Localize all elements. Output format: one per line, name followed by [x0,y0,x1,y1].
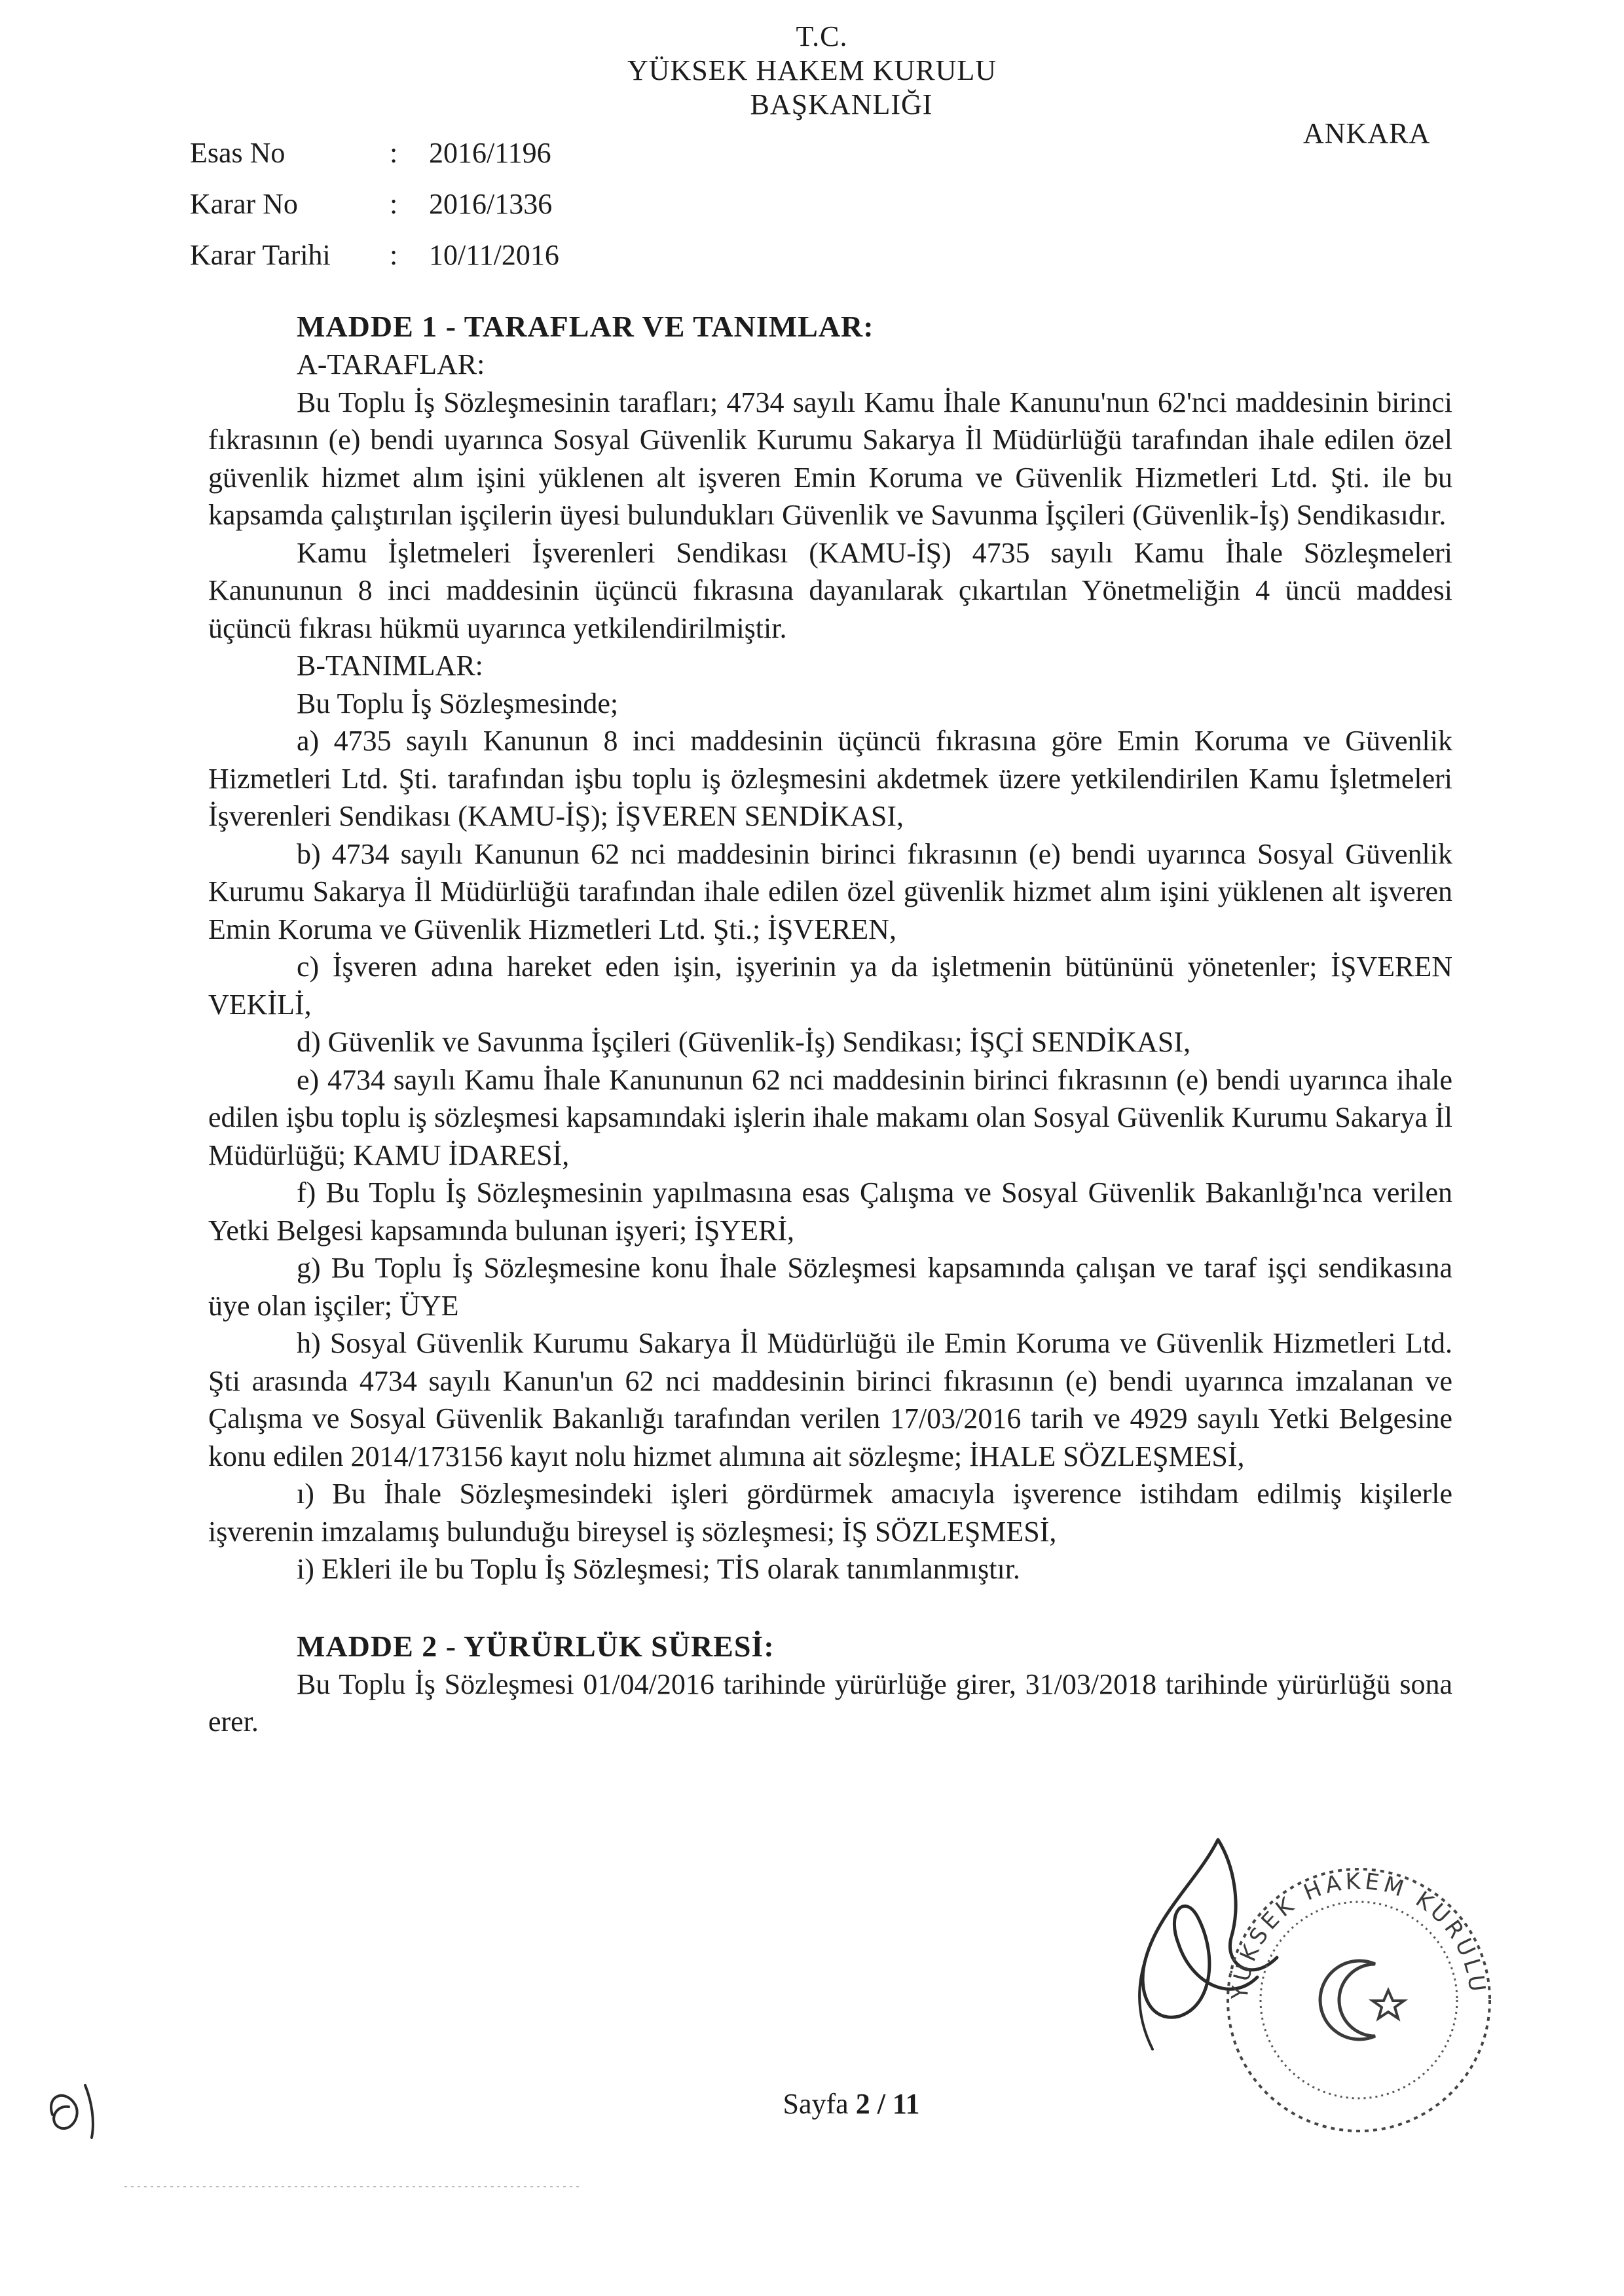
header-institution: YÜKSEK HAKEM KURULU [627,54,997,86]
scan-artifact-line [124,2185,583,2188]
meta-value: 2016/1336 [429,188,553,220]
meta-value: 2016/1196 [429,137,551,169]
definition-item: ı) Bu İhale Sözleşmesindeki işleri gördürmek amacıyla işverence istihdam edilmiş kişilerle işverenin imzalamış bulunduğu bireysel iş sözleşmesi; İŞ SÖZLEŞMESİ, [208,1478,1452,1548]
header-city: ANKARA [1303,117,1431,149]
page-footer [0,2087,1624,2121]
authorization-paragraph: Kamu İşletmeleri İşverenleri Sendikası (KAMU-İŞ) 4735 sayılı Kamu İhale Sözleşmeleri Kanununun 8 inci maddesinin üçüncü fıkrasına dayanılarak çıkartılan Yönetmeliğin 4 üncü maddesi üçüncü fıkrası hükmü uyarınca yetkilendirilmiştir. [208,536,1452,644]
meta-label: Karar No [190,188,298,220]
definition-item: a) 4735 sayılı Kanunun 8 inci maddesinin üçüncü fıkrasına göre Emin Koruma ve Güvenlik Hizmetleri Ltd. Şti. tarafından işbu toplu iş özleşmesini akdetmek üzere yetkilendirilen Kamu İşletmeleri İşverenleri Sendikası (KAMU-İŞ); İŞVEREN SENDİKASI, [208,725,1452,832]
definition-item: c) İşveren adına hareket eden işin, işyerinin ya da işletmenin bütününü yönetenler; İŞVEREN VEKİLİ, [208,951,1452,1021]
seal-text: YÜKSEK HAKEM KURULU [1227,1868,1491,2001]
definition-item: g) Bu Toplu İş Sözleşmesine konu İhale Sözleşmesi kapsamında çalışan ve taraf işçi sendikasına üye olan işçiler; ÜYE [208,1252,1452,1322]
meta-row-karar-tarihi [190,230,625,281]
definition-item: e) 4734 sayılı Kamu İhale Kanununun 62 nci maddesinin birinci fıkrasının (e) bendi uyarınca ihale edilen işbu toplu iş sözleşmesi kapsamındaki işlerin ihale makamı olan Sosyal Güvenlik Kurumu Sakarya İl Müdürlüğü; KAMU İDARESİ, [208,1063,1452,1171]
header-office: BAŞKANLIĞI [750,88,933,120]
definition-item: f) Bu Toplu İş Sözleşmesinin yapılmasına esas Çalışma ve Sosyal Güvenlik Bakanlığı'nca verilen Yetki Belgesi kapsamında bulunan işyeri; İŞYERİ, [208,1176,1452,1247]
case-metadata [190,128,625,281]
document-header [0,20,1624,122]
definition-item: h) Sosyal Güvenlik Kurumu Sakarya İl Müdürlüğü ile Emin Koruma ve Güvenlik Hizmetleri Ltd. Şti arasında 4734 sayılı Kanun'un 62 nci maddesinin birinci fıkrasının (e) bendi uyarınca imzalanan ve Çalışma ve Sosyal Güvenlik Bakanlığı tarafından verilen 17/03/2016 tarih ve 4929 sayılı Yetki Belgesine konu edilen 2014/173156 kayıt nolu hizmet alımına ait sözleşme; İHALE SÖZLEŞMESİ, [208,1327,1452,1472]
meta-separator: : [390,188,398,220]
article-2-heading: MADDE 2 - YÜRÜRLÜK SÜRESİ: [297,1629,775,1663]
meta-label: Karar Tarihi [190,239,331,271]
section-b-heading: B-TANIMLAR: [297,649,483,682]
meta-row-karar [190,179,625,230]
article-1-heading: MADDE 1 - TARAFLAR VE TANIMLAR: [297,310,874,343]
definitions-intro: Bu Toplu İş Sözleşmesinde; [297,687,619,720]
section-a-heading: A-TARAFLAR: [297,348,485,380]
page-number: 2 / 11 [855,2088,920,2120]
meta-separator: : [390,137,398,169]
svg-text:YÜKSEK HAKEM KURULU [1227,1868,1490,2001]
meta-separator: : [390,239,398,271]
meta-value: 10/11/2016 [429,239,559,271]
validity-paragraph: Bu Toplu İş Sözleşmesi 01/04/2016 tarihinde yürürlüğe girer, 31/03/2018 tarihinde yürürlüğü sona erer. [208,1667,1452,1738]
meta-row-esas [190,128,625,179]
definition-item: d) Güvenlik ve Savunma İşçileri (Güvenlik-İş) Sendikası; İŞÇİ SENDİKASI, [297,1026,1191,1058]
page-label: Sayfa [783,2088,849,2120]
meta-label: Esas No [190,137,286,169]
parties-paragraph: Bu Toplu İş Sözleşmesinin tarafları; 4734 sayılı Kamu İhale Kanunu'nun 62'nci maddesinin birinci fıkrasının (e) bendi uyarınca Sosyal Güvenlik Kurumu Sakarya İl Müdürlüğü tarafından ihale edilen özel güvenlik hizmet alım işini yüklenen alt işveren Emin Koruma ve Güvenlik Hizmetleri Ltd. Şti. ile bu kapsamda çalıştırılan işçilerin üyesi bulundukları Güvenlik ve Savunma İşçileri (Güvenlik-İş) Sendikasıdır. [208,386,1452,531]
section-spacer [208,1588,1452,1628]
header-country: T.C. [796,20,848,52]
definition-item: i) Ekleri ile bu Toplu İş Sözleşmesi; TİS olarak tanımlanmıştır. [297,1553,1020,1585]
definition-item: b) 4734 sayılı Kanunun 62 nci maddesinin birinci fıkrasının (e) bendi uyarınca Sosyal Güvenlik Kurumu Sakarya İl Müdürlüğü tarafından ihale edilen özel güvenlik hizmet alım işini yüklenen alt işveren Emin Koruma ve Güvenlik Hizmetleri Ltd. Şti.; İŞVEREN, [208,837,1452,945]
document-body [208,308,1452,1741]
